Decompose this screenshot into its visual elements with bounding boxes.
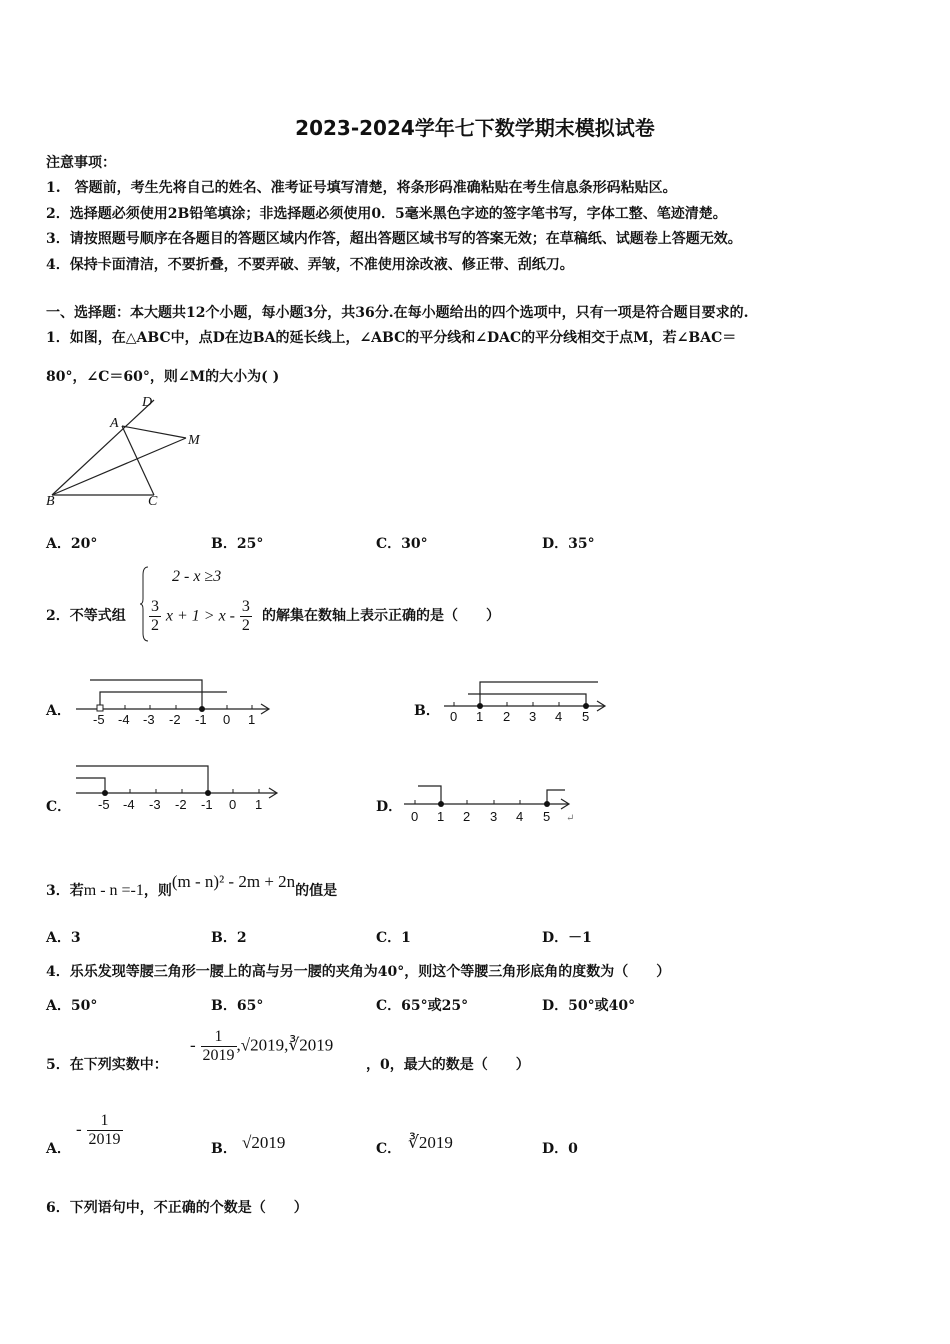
- q5-sqrt: √2019: [240, 1035, 285, 1055]
- q5-option-a-value[interactable]: - $\frac{1}{2019}$: [76, 1112, 121, 1148]
- q3-condition: m - n =-1: [83, 882, 144, 899]
- tick-label: 1: [255, 797, 263, 812]
- tick-label: 3: [529, 709, 537, 724]
- tick-label: 1: [476, 709, 484, 724]
- tick-label: 0: [450, 709, 458, 724]
- q2-inequality-2: $\frac{3}{2}$ x + 1 > x - $\frac{3}{2}$: [151, 598, 250, 634]
- tick-label: 0: [223, 712, 231, 727]
- q2-option-a-label[interactable]: A．: [46, 703, 71, 719]
- q4-option-a[interactable]: A．50°: [46, 998, 98, 1014]
- tick-label: 4: [516, 809, 524, 824]
- q2-inequality-1: 2 - x ≥3: [172, 568, 222, 585]
- q5-numbers: - $\frac{1}{2019}$ ,√2019,∛2019: [190, 1028, 334, 1064]
- label-d: D: [142, 395, 153, 410]
- notice-heading: 注意事项：: [46, 155, 116, 171]
- notice-item-2: 2．选择题必须使用2B铅笔填涂；非选择题必须使用0．5毫米黑色字迹的签字笔书写，字体工整、笔迹清楚。: [46, 206, 727, 222]
- tick-label: 2: [503, 709, 511, 724]
- q1-text-line2: 80°，∠C＝60°，则∠M的大小为( ): [46, 369, 280, 385]
- segment-bd: [52, 400, 154, 495]
- q1-triangle-figure: [44, 392, 214, 510]
- tick-label: -1: [195, 712, 207, 727]
- q2-number-line-a[interactable]: [72, 676, 282, 728]
- q1-option-c[interactable]: C．30°: [376, 536, 428, 552]
- page-title: 2023-2024学年七下数学期末模拟试卷: [295, 116, 655, 140]
- tick-label: 2: [463, 809, 471, 824]
- q2-number-line-b[interactable]: [440, 676, 610, 728]
- q2-option-b-label[interactable]: B．: [414, 703, 440, 719]
- tick-label: -2: [175, 797, 187, 812]
- q1-option-b[interactable]: B．25°: [211, 536, 264, 552]
- tick-label: -4: [123, 797, 135, 812]
- q5-suffix: ，0，最大的数是（ ）: [366, 1057, 530, 1073]
- tick-label: -5: [98, 797, 110, 812]
- segment-ac: [122, 426, 154, 495]
- q3-option-a[interactable]: A．3: [46, 930, 81, 946]
- q3-option-c[interactable]: C．1: [376, 930, 411, 946]
- tick-label: -3: [143, 712, 155, 727]
- label-a: A: [110, 416, 119, 431]
- tick-label: 3: [490, 809, 498, 824]
- tick-label: -1: [201, 797, 213, 812]
- q5-option-c-label[interactable]: C．: [376, 1141, 402, 1157]
- label-m: M: [188, 433, 200, 448]
- q4-option-c[interactable]: C．65°或25°: [376, 998, 469, 1014]
- q6-text: 6．下列语句中，不正确的个数是（ ）: [46, 1200, 308, 1216]
- segment-am: [122, 426, 186, 438]
- q1-text-line1: 1．如图，在△ABC中，点D在边BA的延长线上，∠ABC的平分线和∠DAC的平分线相交于点M，若∠BAC＝: [46, 330, 737, 346]
- q2-frac-left: $\frac{3}{2}$: [151, 598, 159, 634]
- tick-label: 5: [543, 809, 551, 824]
- label-b: B: [46, 494, 55, 509]
- q1-option-d[interactable]: D．35°: [542, 536, 595, 552]
- q5-option-d[interactable]: D．0: [542, 1141, 578, 1157]
- q2-option-d-label[interactable]: D．: [376, 799, 403, 815]
- tick-label: -5: [93, 712, 105, 727]
- tick-label: 5: [582, 709, 590, 724]
- notice-item-4: 4．保持卡面清洁，不要折叠，不要弄破、弄皱，不准使用涂改液、修正带、刮纸刀。: [46, 257, 574, 273]
- q2-number-line-c[interactable]: [72, 762, 287, 820]
- section-heading: 一、选择题：本大题共12个小题，每小题3分，共36分.在每小题给出的四个选项中，只有一项是符合题目要求的.: [46, 305, 749, 321]
- q2-suffix: 的解集在数轴上表示正确的是（ ）: [262, 608, 500, 624]
- q2-frac-right: $\frac{3}{2}$: [241, 598, 250, 634]
- label-c: C: [148, 494, 158, 509]
- tick-label: 4: [555, 709, 563, 724]
- tick-label: 0: [411, 809, 419, 824]
- notice-item-1: 1. 答题前，考生先将自己的姓名、准考证号填写清楚，将条形码准确粘贴在考生信息条形码粘贴区。: [46, 180, 677, 196]
- q3-expression: (m - n)² - 2m + 2n: [171, 872, 296, 891]
- q1-option-a[interactable]: A．20°: [46, 536, 98, 552]
- q2-number-line-d[interactable]: [400, 778, 590, 826]
- q5-cbrt: ∛2019: [288, 1035, 334, 1055]
- tick-label: -4: [118, 712, 130, 727]
- q4-option-d[interactable]: D．50°或40°: [542, 998, 636, 1014]
- tick-label: -3: [149, 797, 161, 812]
- q3-option-d[interactable]: D．－1: [542, 930, 592, 946]
- q2-prefix: 2．不等式组: [46, 608, 126, 624]
- tick-label: 0: [229, 797, 237, 812]
- q5-prefix: 5．在下列实数中：: [46, 1057, 168, 1073]
- q5-option-a-label[interactable]: A．: [46, 1141, 71, 1157]
- tick-label: -2: [169, 712, 181, 727]
- notice-item-3: 3．请按照题号顺序在各题目的答题区域内作答，超出答题区域书写的答案无效；在草稿纸、试题卷上答题无效。: [46, 231, 742, 247]
- q3-text: 3．若m - n =-1，则(m - n)² - 2m + 2n的值是: [46, 872, 338, 899]
- q5-option-b-label[interactable]: B．: [211, 1141, 237, 1157]
- q4-option-b[interactable]: B．65°: [211, 998, 264, 1014]
- q4-text: 4．乐乐发现等腰三角形一腰上的高与另一腰的夹角为40°，则这个等腰三角形底角的度数为（ ）: [46, 964, 671, 980]
- q5-option-c-value[interactable]: ∛2019: [408, 1133, 453, 1152]
- q5-fraction: $\frac{1}{2019}$: [202, 1028, 235, 1064]
- return-mark: ↵: [566, 813, 575, 824]
- q2-option-c-label[interactable]: C．: [46, 799, 72, 815]
- tick-label: 1: [248, 712, 256, 727]
- segment-bm: [52, 438, 186, 495]
- tick-label: 1: [437, 809, 445, 824]
- q3-option-b[interactable]: B．2: [211, 930, 247, 946]
- q5-option-b-value[interactable]: √2019: [242, 1133, 286, 1152]
